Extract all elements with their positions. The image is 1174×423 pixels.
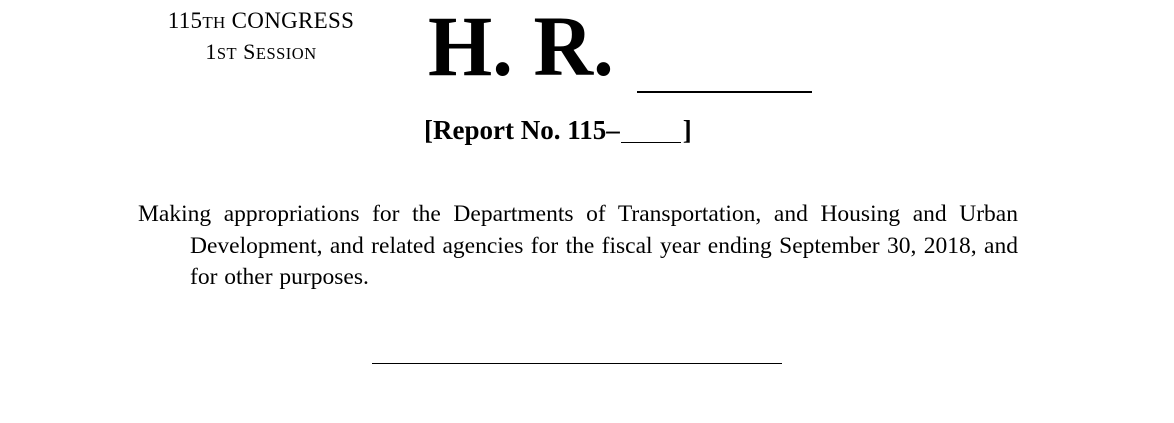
congress-ordinal-suffix: TH: [202, 13, 226, 32]
report-number-blank: [621, 119, 681, 143]
bill-designation: H. R.: [428, 0, 614, 94]
session-word-initial: S: [243, 39, 256, 64]
session-word-rest: ESSION: [255, 44, 317, 63]
congress-number: [138, 6, 384, 37]
bill-title: Making appropriations for the Departments of Transportation, and Housing and Urban Development, and related agencies for the fiscal year ending September 30, 2018, and for other purposes.: [138, 201, 1018, 290]
congress-word: CONGRESS: [231, 8, 355, 33]
congress-ordinal-number: 115: [167, 8, 203, 33]
horizontal-rule: [372, 363, 782, 364]
report-number-suffix: ]: [682, 115, 692, 145]
bill-number-blank-line: [637, 91, 812, 93]
report-number-prefix: [Report No. 115–: [424, 115, 620, 145]
report-number: [424, 112, 692, 148]
session-ordinal-suffix: ST: [216, 44, 238, 63]
session-number: [138, 37, 384, 68]
congress-session-heading: [138, 6, 384, 68]
session-ordinal-number: 1: [205, 39, 217, 64]
